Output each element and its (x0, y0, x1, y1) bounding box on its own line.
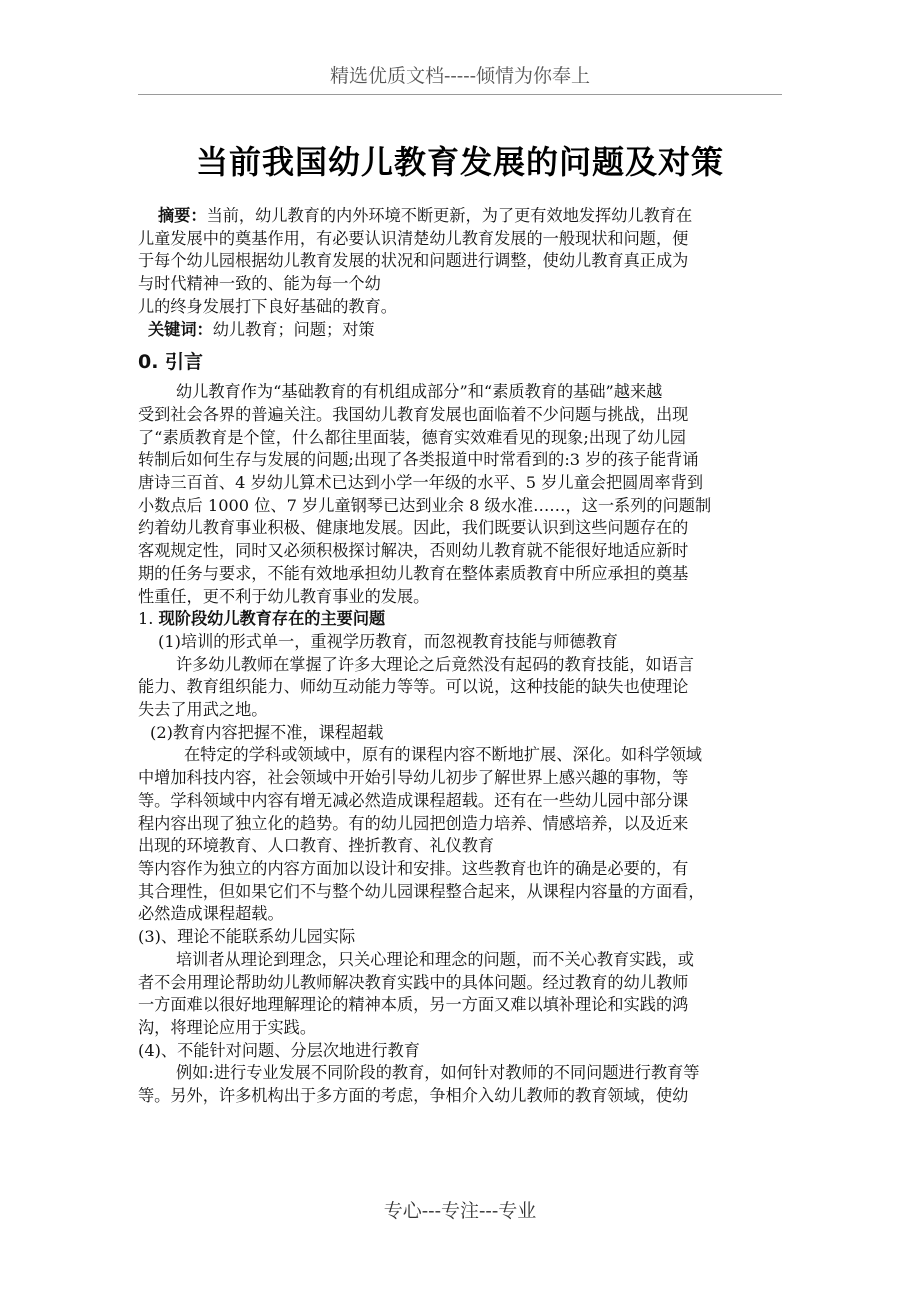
paragraph-line: 等内容作为独立的内容方面加以设计和安排。这些教育也许的确是必要的，有 (138, 858, 689, 878)
paragraph-line: 受到社会各界的普遍关注。我国幼儿教育发展也面临着不少问题与挑战，出现 (138, 404, 689, 424)
paragraph-line: 必然造成课程超载。 (138, 904, 284, 924)
subsection-heading: (1)培训的形式单一，重视学历教育，而忽视教育技能与师德教育 (158, 631, 618, 651)
paragraph-line: 例如:进行专业发展不同阶段的教育，如何针对教师的不同问题进行教育等 (176, 1063, 700, 1083)
paragraph-line: 中增加科技内容，社会领域中开始引导幼儿初步了解世界上感兴趣的事物，等 (138, 768, 689, 788)
subsection-1 (138, 631, 782, 722)
paragraph-line: 其合理性，但如果它们不与整个幼儿园课程整合起来，从课程内容量的方面看， (138, 881, 705, 901)
subsection-heading: (4)、不能针对问题、分层次地进行教育 (138, 1040, 420, 1060)
paragraph-line: 约着幼儿教育事业积极、健康地发展。因此，我们既要认识到这些问题存在的 (138, 518, 689, 538)
paragraph-line: 性重任，更不利于幼儿教育事业的发展。 (138, 586, 430, 606)
paragraph-line: 培训者从理论到理念，只关心理论和理念的问题，而不关心教育实践，或 (176, 949, 694, 969)
paragraph-line: 在特定的学科或领域中，原有的课程内容不断地扩展、深化。如科学领域 (184, 745, 702, 765)
abstract-line: 于每个幼儿园根据幼儿教育发展的状况和问题进行调整，使幼儿教育真正成为 (138, 251, 689, 271)
section-0-paragraph (138, 381, 782, 608)
document-title: 当前我国幼儿教育发展的问题及对策 (195, 143, 724, 181)
subsection-4 (138, 1040, 782, 1108)
paragraph-line: 客观规定性，同时又必须积极探讨解决，否则幼儿教育就不能很好地适应新时 (138, 541, 689, 561)
abstract-line: 与时代精神一致的、能为每一个幼 (138, 274, 381, 294)
abstract (138, 205, 782, 341)
keywords-value: 幼儿教育；问题；对策 (212, 319, 375, 339)
paragraph-line: 能力、教育组织能力、师幼互动能力等等。可以说，这种技能的缺失也使理论 (138, 677, 689, 697)
keywords-label: 关键词： (148, 319, 213, 339)
abstract-line: 儿的终身发展打下良好基础的教育。 (138, 296, 397, 316)
paragraph-line: 期的任务与要求，不能有效地承担幼儿教育在整体素质教育中所应承担的奠基 (138, 563, 689, 583)
section-1-heading: 现阶段幼儿教育存在的主要问题 (158, 609, 386, 629)
document-body (138, 205, 782, 1108)
subsection-2 (138, 722, 782, 926)
paragraph-line: 失去了用武之地。 (138, 700, 268, 720)
subsection-heading: (3)、理论不能联系幼儿园实际 (138, 927, 356, 947)
paragraph-line: 沟，将理论应用于实践。 (138, 1017, 317, 1037)
subsection-heading: (2)教育内容把握不准，课程超载 (150, 722, 384, 742)
paragraph-line: 一方面难以很好地理解理论的精神本质，另一方面又难以填补理论和实践的鸿 (138, 995, 689, 1015)
page-footer: 专心---专注---专业 (383, 1200, 537, 1222)
paragraph-line: 唐诗三百首、4 岁幼儿算术已达到小学一年级的水平、5 岁儿童会把圆周率背到 (138, 473, 704, 493)
abstract-line: 当前，幼儿教育的内外环境不断更新，为了更有效地发挥幼儿教育在 (206, 206, 693, 225)
section-0-heading: 0. 引言 (138, 351, 204, 374)
page-header: 精选优质文档-----倾情为你奉上 (138, 58, 782, 95)
paragraph-line: 等。学科领域中内容有增无减必然造成课程超载。还有在一些幼儿园中部分课 (138, 790, 689, 810)
paragraph-line: 者不会用理论帮助幼儿教师解决教育实践中的具体问题。经过教育的幼儿教师 (138, 972, 689, 992)
paragraph-line: 出现的环境教育、人口教育、挫折教育、礼仪教育 (138, 836, 495, 856)
paragraph-line: 转制后如何生存与发展的问题;出现了各类报道中时常看到的:3 岁的孩子能背诵 (138, 450, 699, 470)
abstract-line: 儿童发展中的奠基作用，有必要认识清楚幼儿教育发展的一般现状和问题，便 (138, 228, 689, 248)
paragraph-line: 程内容出现了独立化的趋势。有的幼儿园把创造力培养、情感培养，以及近来 (138, 813, 689, 833)
paragraph-line: 小数点后 1000 位、7 岁儿童钢琴已达到业余 8 级水准……，这一系列的问题制 (138, 495, 712, 515)
section-1-number: 1. (138, 609, 159, 629)
paragraph-line: 了“素质教育是个筐，什么都往里面装，德育实效难看见的现象;出现了幼儿园 (138, 427, 686, 447)
paragraph-line: 许多幼儿教师在掌握了许多大理论之后竟然没有起码的教育技能，如语言 (176, 654, 694, 674)
subsection-3 (138, 926, 782, 1040)
abstract-label: 摘要： (158, 206, 207, 225)
paragraph-line: 等。另外，许多机构出于多方面的考虑，争相介入幼儿教师的教育领域，使幼 (138, 1086, 689, 1106)
paragraph-line: 幼儿教育作为“基础教育的有机组成部分”和“素质教育的基础”越来越 (176, 382, 663, 402)
